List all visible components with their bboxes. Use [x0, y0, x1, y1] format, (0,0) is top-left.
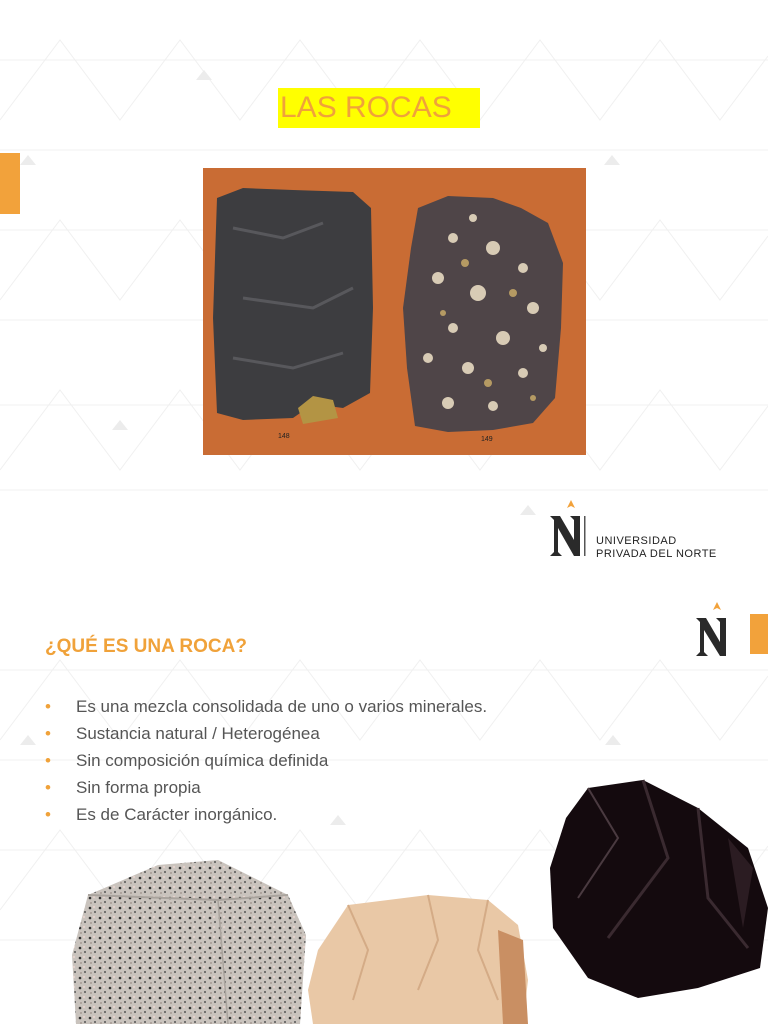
photo-label-149: 149	[481, 436, 493, 443]
bullet-item: • Es una mezcla consolidada de uno o varios minerales.	[45, 693, 487, 720]
bullet-item: • Sin forma propia	[45, 774, 487, 801]
logo-line-1: UNIVERSIDAD	[596, 535, 677, 547]
bullet-item: • Sin composición química definida	[45, 747, 487, 774]
photo-label-148: 148	[278, 433, 290, 440]
granite-rock-image	[68, 855, 308, 1024]
accent-bar-left	[0, 153, 20, 214]
rocks-photo	[203, 168, 586, 455]
accent-bar-right	[750, 614, 768, 654]
logo-line-2: PRIVADA DEL NORTE	[596, 548, 717, 560]
chert-rock-image	[308, 890, 530, 1024]
obsidian-rock-image	[548, 778, 768, 998]
university-logo	[544, 498, 734, 560]
n-logo-icon	[544, 498, 590, 560]
slide-title: LAS ROCAS	[278, 88, 480, 128]
bullet-item: • Sustancia natural / Heterogénea	[45, 720, 487, 747]
section-heading: ¿QUÉ ES UNA ROCA?	[45, 636, 247, 657]
bullet-item: • Es de Carácter inorgánico.	[45, 801, 487, 828]
n-logo-small-icon	[690, 600, 734, 660]
bullet-list	[45, 693, 487, 828]
